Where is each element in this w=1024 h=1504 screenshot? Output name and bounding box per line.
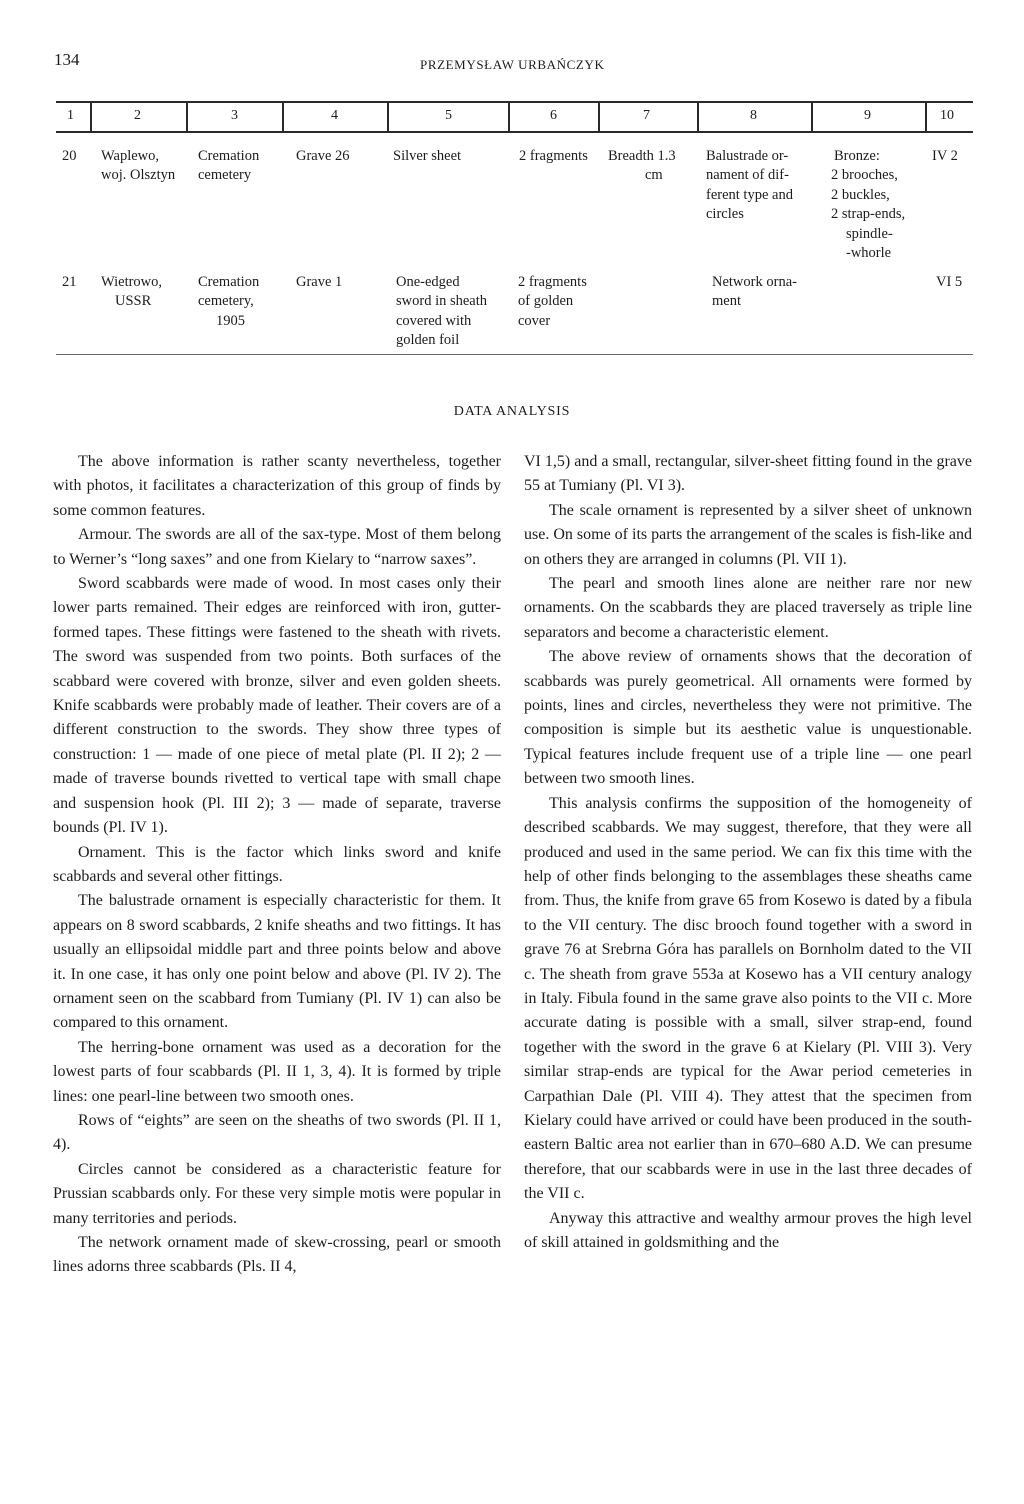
fragments-cell — [519, 147, 588, 166]
paragraph: Circles cannot be considered as a characteristic feature for Prussian scabbards only. For these very simple motis were popular in many territories and periods. — [53, 1160, 501, 1227]
plate-cell — [932, 147, 958, 166]
cell-line: 2 brooches, — [831, 167, 898, 184]
table-top-rule — [56, 101, 973, 103]
paragraph: The balustrade ornament is especially characteristic for them. It appears on 8 sword scabbards, 2 knife sheaths and two fittings. It has usually an ellipsoidal middle part and three points below and above it. In one case, it has only one point below and above (Pl. IV 2). The ornament seen on the scabbard from Tumiany (Pl. IV 1) can also be compared to this ornament. — [53, 892, 501, 1032]
column-header: 9 — [864, 108, 871, 123]
paragraph: The above review of ornaments shows that the decoration of scabbards was purely geometrical. All ornaments were formed by points, lines and circles, nevertheless they were not primitive. The composition is simple but its aesthetic value is unquestionable. Typical features include frequent use of a triple line — one pearl between two smooth lines. — [524, 648, 972, 788]
place-cell — [101, 273, 162, 312]
column-header: 2 — [134, 108, 141, 123]
plate-cell — [936, 273, 962, 292]
place-cell — [101, 147, 175, 186]
column-header: 6 — [550, 108, 557, 123]
running-title: PRZEMYSŁAW URBAŃCZYK — [420, 57, 605, 72]
cell-line: cm — [645, 167, 663, 184]
cell-line: Bronze: — [834, 148, 880, 164]
paragraph: The scale ornament is represented by a silver sheet of unknown use. On some of its parts the arrangement of the scales is fish-like and on others they are arranged in columns (Pl. VII 1). — [524, 501, 972, 568]
cell-line: Cremation — [198, 148, 260, 164]
table-bottom-rule — [56, 354, 973, 355]
cell-line: Silver sheet — [393, 148, 462, 164]
cell-line: Network orna- — [712, 274, 797, 290]
paragraph: Armour. The swords are all of the sax-type. Most of them belong to Werner’s “long saxes” and one from Kielary to “narrow saxes”. — [53, 526, 501, 568]
cell-line: 2 buckles, — [831, 186, 890, 203]
paragraph: The pearl and smooth lines alone are neither rare nor new ornaments. On the scabbards they are placed traversely as triple line separators and become a characteristic element. — [524, 575, 972, 641]
cell-line: ferent type and — [706, 186, 793, 203]
column-header: 8 — [750, 108, 757, 123]
column-divider — [387, 101, 389, 132]
column-header: 4 — [331, 108, 338, 123]
fragments-cell — [518, 273, 587, 331]
cell-line: cemetery — [198, 167, 252, 184]
ornament-cell — [706, 147, 793, 225]
cell-line: cemetery, — [198, 293, 254, 310]
page-number: 134 — [54, 50, 80, 69]
cell-line: IV 2 — [932, 148, 958, 164]
column-header: 10 — [940, 108, 954, 123]
cell-line: USSR — [115, 293, 152, 310]
cell-line: woj. Olsztyn — [101, 167, 176, 184]
cell-line: circles — [706, 206, 744, 223]
paragraph: This analysis confirms the supposition of the homogeneity of described scabbards. We may suggest, therefore, that they were all produced and used in the same period. We can fix this time with the help of other finds belonging to the assemblages these sheaths came from. Thus, the knife from grave 65 from Kosewo is dated by a fibula to the VII century. The disc brooch found together with a sword in grave 76 at Srebrna Góra has parallels on Bornholm dated to the VII c. The sheath from grave 553a at Kosewo has a VII century analogy in Italy. Fibula found in the same grave also points to the VII c. More accurate dating is possible with a small, silver strap-end, found together with the sword in the grave 6 at Kielary (Pl. VIII 3). Very similar strap-ends are typical for the Awar period cemeteries in Carpathian Dale (Pl. VIII 4). They attest that the specimen from Kielary could have arrived or could have been produced in the south-eastern Baltic area not earlier than in 670–680 A.D. We can presume therefore, that our scabbards were in use in the last three decades of the VII c. — [524, 794, 972, 1203]
column-divider — [508, 101, 510, 132]
section-title: DATA ANALYSIS — [453, 404, 571, 419]
cell-line: Balustrade or- — [706, 148, 789, 164]
cell-line: covered with — [396, 312, 472, 329]
cell-line: 2 fragments — [518, 274, 587, 290]
right-column — [524, 450, 972, 1255]
grave-cell — [296, 147, 350, 166]
paragraph: The herring-bone ornament was used as a decoration for the lowest parts of four scabbards (Pl. II 1, 3, 4). It is formed by triple lines: one pearl-line between two smooth ones. — [53, 1038, 501, 1105]
cell-line: 2 fragments — [519, 148, 588, 164]
paragraph: Anyway this attractive and wealthy armour proves the high level of skill attained in goldsmithing and the — [524, 1209, 972, 1251]
site-cell — [198, 273, 259, 331]
site-cell — [198, 147, 259, 186]
cell-line: Wietrowo, — [101, 274, 163, 290]
cell-line: ment — [712, 293, 741, 310]
column-divider — [811, 101, 813, 132]
cell-line: Grave 1 — [296, 274, 343, 290]
size-cell — [608, 147, 676, 186]
column-divider — [282, 101, 284, 132]
grave-cell — [296, 273, 342, 292]
cell-line: Cremation — [198, 274, 260, 290]
cell-line: One-edged — [396, 274, 460, 290]
column-divider — [90, 101, 92, 132]
column-divider — [925, 101, 927, 132]
cell-line: golden foil — [396, 332, 460, 349]
left-column — [53, 450, 501, 1280]
finds-cell — [831, 147, 905, 263]
paragraph: Sword scabbards were made of wood. In most cases only their lower parts remained. Their edges are reinforced with iron, gutter-formed tapes. These fittings were fastened to the sheath with rivets. The sword was suspended from two points. Both surfaces of the scabbard were covered with bronze, silver and even golden sheets. Knife scabbards were probably made of leather. Their covers are of a different construction to the swords. They show three types of construction: 1 — made of one piece of metal plate (Pl. II 2); 2 — made of traverse bounds rivetted to vertical tape with small chape and suspension hook (Pl. III 2); 3 — made of separate, traverse bounds (Pl. IV 1). — [53, 575, 501, 837]
column-divider — [186, 101, 188, 132]
column-header: 1 — [67, 108, 74, 123]
ornament-cell — [712, 273, 797, 312]
cell-line: Waplewo, — [101, 148, 160, 164]
cell-line: 1905 — [216, 312, 245, 329]
cell-line: VI 5 — [936, 274, 963, 290]
cell-line: sword in sheath — [396, 293, 488, 310]
column-header: 5 — [445, 108, 452, 123]
column-divider — [697, 101, 699, 132]
paragraph: Ornament. This is the factor which links sword and knife scabbards and several other fittings. — [53, 843, 501, 885]
paragraph: Rows of “eights” are seen on the sheaths of two swords (Pl. II 1, 4). — [53, 1111, 501, 1154]
table-header-rule — [56, 131, 973, 133]
cell-line: of golden — [518, 293, 574, 310]
row-number: 20 — [62, 148, 77, 164]
paragraph: VI 1,5) and a small, rectangular, silver-sheet fitting found in the grave 55 at Tumiany (Pl. VI 3). — [524, 453, 972, 495]
column-divider — [598, 101, 600, 132]
cell-line: cover — [518, 312, 551, 329]
cell-line: spindle- — [846, 225, 893, 242]
column-header: 3 — [231, 108, 238, 123]
cell-line: -whorle — [846, 245, 892, 262]
cell-line: Grave 26 — [296, 148, 350, 164]
cell-line: 2 strap-ends, — [831, 206, 906, 223]
paragraph: The network ornament made of skew-crossing, pearl or smooth lines adorns three scabbards (Pls. II 4, — [53, 1234, 501, 1276]
object-cell — [396, 273, 487, 351]
column-header: 7 — [643, 108, 650, 123]
cell-line: Breadth 1.3 — [608, 148, 676, 164]
object-cell — [393, 147, 461, 166]
row-number: 21 — [62, 274, 77, 290]
cell-line: nament of dif- — [706, 167, 789, 184]
paragraph: The above information is rather scanty nevertheless, together with photos, it facilitates a characterization of this group of finds by some common features. — [53, 453, 501, 519]
